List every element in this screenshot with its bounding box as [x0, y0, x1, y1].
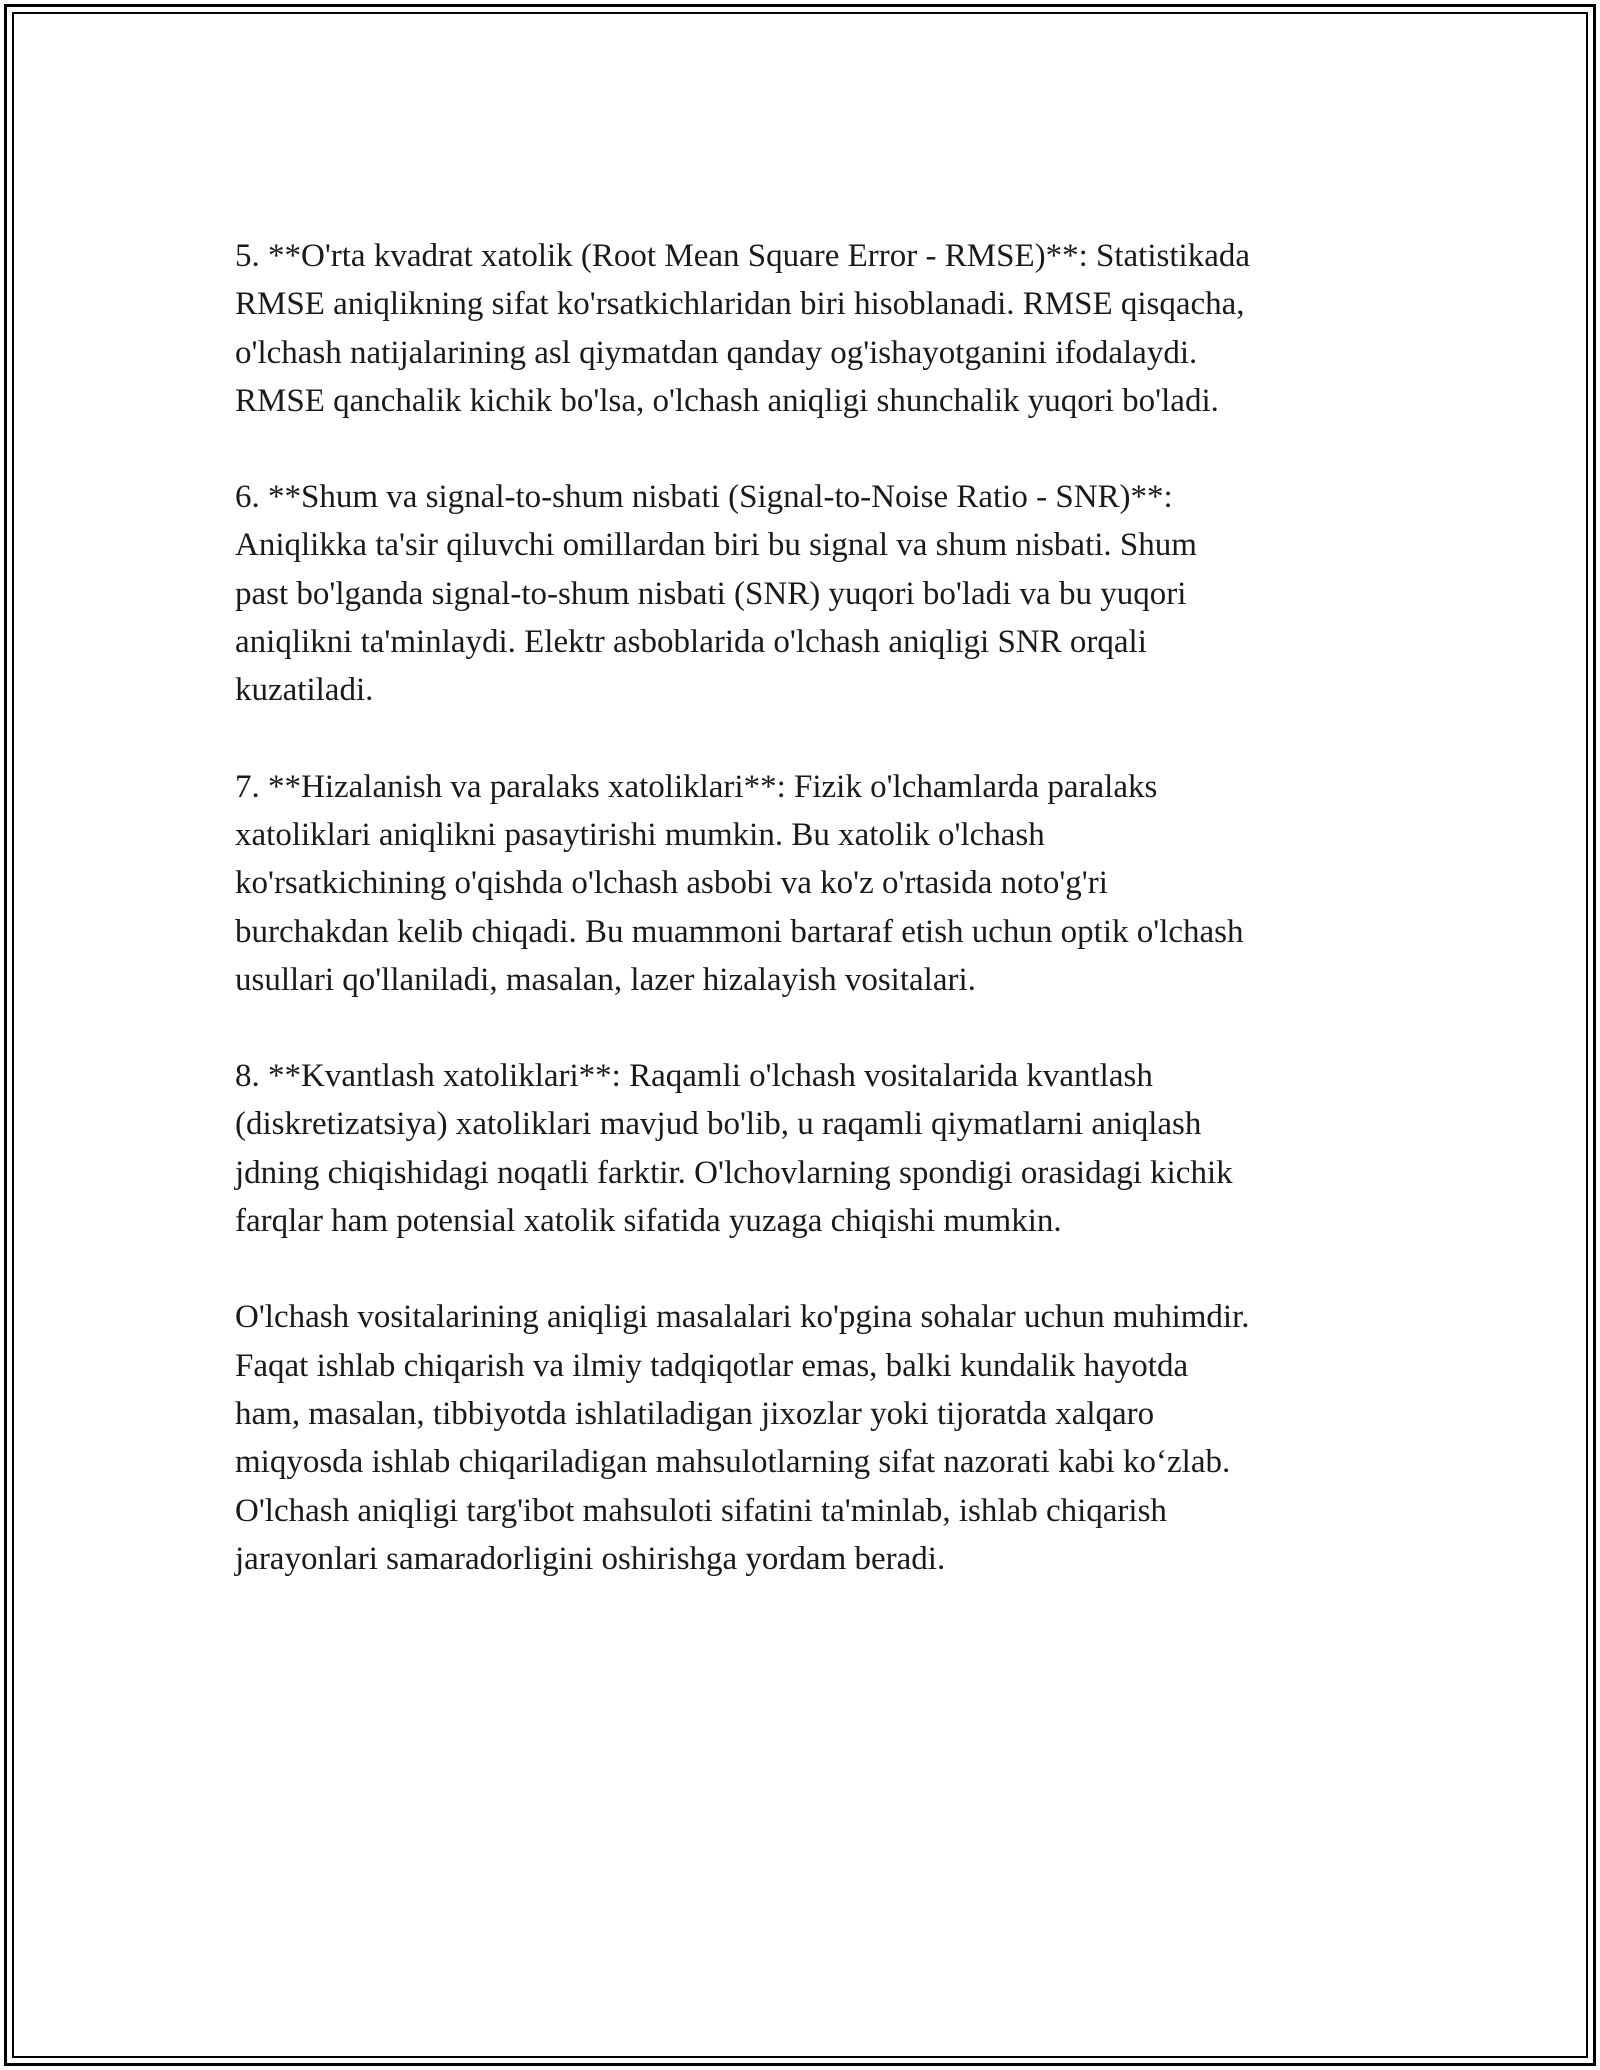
paragraph-conclusion: O'lchash vositalarining aniqligi masalalari ko'pgina sohalar uchun muhimdir. Faqat ishlab chiqarish va ilmiy tadqiqotlar emas, balki kundalik hayotda ham, masalan, tibbiyotda ishlatiladigan jixozlar yoki tijoratda xalqaro miqyosda ishlab chiqariladigan mahsulotlarning sifat nazorati kabi ko‘zlab. O'lchash aniqligi targ'ibot mahsuloti sifatini ta'minlab, ishlab chiqarish jarayonlari samaradorligini oshirishga yordam beradi.	[235, 1299, 1250, 1577]
document-body	[235, 232, 1385, 1631]
paragraph-quantization: 8. **Kvantlash xatoliklari**: Raqamli o'lchash vositalarida kvantlash (diskretizatsiya) xatoliklari mavjud bo'lib, u raqamli qiymatlarni aniqlash jdning chiqishidagi noqatli farktir. O'lchovlarning spondigi orasidagi kichik farqlar ham potensial xatolik sifatida yuzaga chiqishi mumkin.	[235, 1058, 1233, 1240]
paragraph-parallax: 7. **Hizalanish va paralaks xatoliklari**: Fizik o'lchamlarda paralaks xatoliklari aniqlikni pasaytirishi mumkin. Bu xatolik o'lchash ko'rsatkichining o'qishda o'lchash asbobi va ko'z o'rtasida noto'g'ri burchakdan kelib chiqadi. Bu muammoni bartaraf etish uchun optik o'lchash usullari qo'llaniladi, masalan, lazer hizalayish vositalari.	[235, 768, 1244, 998]
paragraph-rmse: 5. **O'rta kvadrat xatolik (Root Mean Square Error - RMSE)**: Statistikada RMSE aniqlikning sifat ko'rsatkichlaridan biri hisoblanadi. RMSE qisqacha, o'lchash natijalarining asl qiymatdan qanday og'ishayotganini ifodalaydi. RMSE qanchalik kichik bo'lsa, o'lchash aniqligi shunchalik yuqori bo'ladi.	[235, 238, 1250, 419]
paragraph-snr: 6. **Shum va signal-to-shum nisbati (Signal-to-Noise Ratio - SNR)**: Aniqlikka ta'sir qiluvchi omillardan biri bu signal va shum nisbati. Shum past bo'lganda signal-to-shum nisbati (SNR) yuqori bo'ladi va bu yuqori aniqlikni ta'minlaydi. Elektr asboblarida o'lchash aniqligi SNR orqali kuzatiladi.	[235, 479, 1197, 709]
